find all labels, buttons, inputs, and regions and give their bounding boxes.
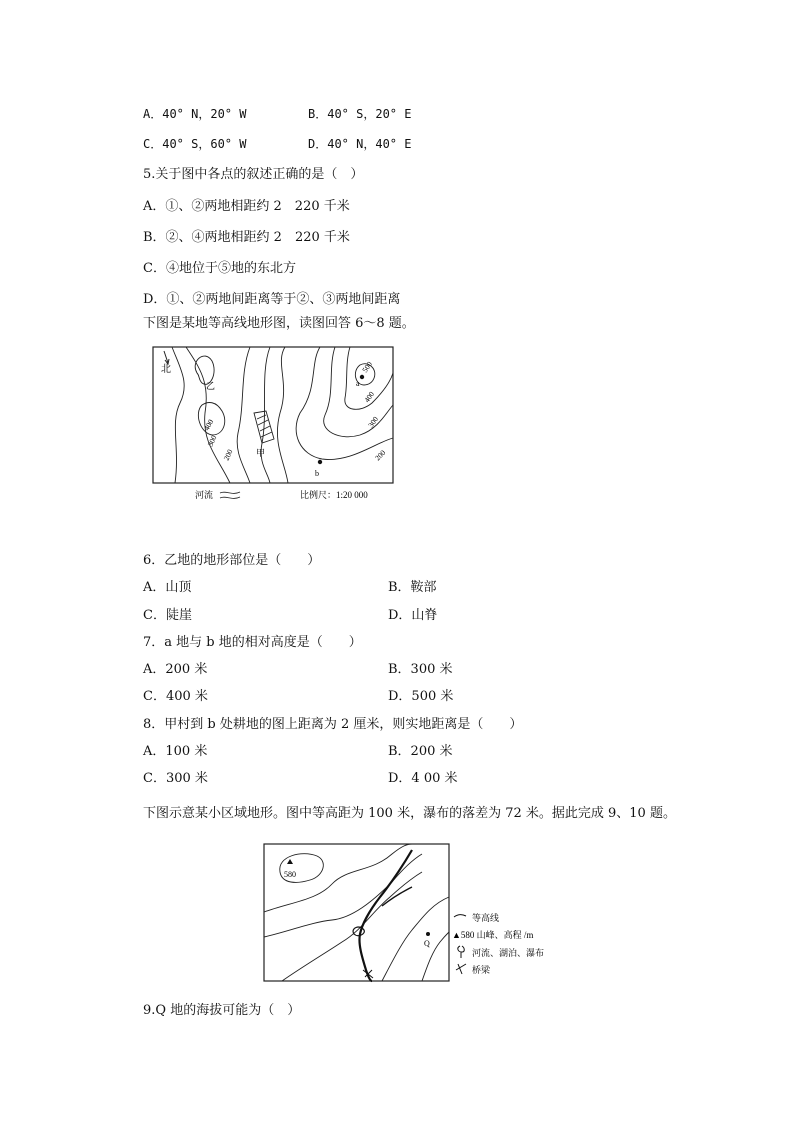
point-b (318, 460, 322, 464)
q7-option-c: C．400 米 (143, 689, 208, 704)
q7-option-a: A．200 米 (143, 662, 208, 677)
q8-option-d: D．4 00 米 (388, 771, 458, 786)
q6-option-c: C．陡崖 (143, 608, 192, 623)
contour-line (198, 403, 224, 435)
contour-label-400-right: 400 (362, 389, 377, 405)
contour-label-500: 500 (360, 359, 375, 375)
q4-option-a: A．40° N，20° W (143, 107, 247, 121)
contour-line (296, 347, 393, 463)
point-q (426, 932, 430, 936)
terrain-map-2 (262, 842, 562, 987)
legend-bridge-icon (456, 964, 466, 974)
contour-line (277, 347, 288, 483)
q4-option-d: D．40° N，40° E (308, 137, 412, 151)
north-label: 北 (161, 364, 171, 375)
legend-bridge-label: 桥梁 (472, 965, 491, 975)
point-a (360, 375, 364, 379)
q7-option-d: D．500 米 (388, 689, 454, 704)
q7-option-b: B．300 米 (388, 662, 453, 677)
contour-line (264, 854, 422, 937)
q8-option-a: A．100 米 (143, 744, 208, 759)
q5-stem: 5.关于图中各点的叙述正确的是（ ） (143, 167, 364, 182)
contour-label-300-right: 300 (366, 414, 381, 430)
peak-icon (287, 859, 293, 864)
river-legend-icon (220, 492, 240, 498)
contour-label-400-left: 400 (201, 417, 216, 432)
contour-label-300-left: 300 (205, 433, 219, 448)
q7-stem: 7．a 地与 b 地的相对高度是（ ） (143, 635, 362, 650)
q6-option-a: A．山顶 (143, 580, 192, 595)
q4-option-c: C．40° S，60° W (143, 137, 247, 151)
q4-option-b: B．40° S，20° E (308, 107, 412, 121)
q8-option-b: B．200 米 (388, 744, 453, 759)
q5-option-d: D．①、②两地间距离等于②、③两地间距离 (143, 292, 401, 307)
intro-9-10: 下图示意某小区域地形。图中等高距为 100 米，瀑布的落差为 72 米。据此完成 9、10 题。 (143, 806, 676, 821)
river (359, 850, 412, 981)
legend-contour-icon (454, 915, 466, 917)
q8-option-c: C．300 米 (143, 771, 208, 786)
contour-label-200-right: 200 (373, 448, 388, 463)
label-yi: 乙 (206, 381, 216, 391)
q9-stem: 9.Q 地的海拔可能为（ ） (143, 1003, 301, 1018)
label-a: a (356, 379, 360, 388)
contour-line (172, 347, 184, 483)
legend-peak-label: ▲580 山峰、高程 /m (452, 930, 534, 940)
q6-option-d: D．山脊 (388, 608, 438, 623)
legend-contour-label: 等高线 (472, 913, 500, 923)
peak-label: 580 (284, 870, 296, 879)
contour-line (237, 347, 250, 483)
q5-option-a: A．①、②两地相距约 2 220 千米 (143, 199, 350, 214)
contour-map-1 (150, 343, 400, 503)
label-b: b (315, 469, 319, 478)
legend-water-label: 河流、湖泊、瀑布 (472, 948, 545, 958)
legend-water-icon (458, 946, 464, 958)
contour-line (382, 897, 449, 981)
q6-option-b: B．鞍部 (388, 580, 437, 595)
q5-option-b: B．②、④两地相距约 2 220 千米 (143, 230, 350, 245)
label-q: Q (424, 939, 430, 948)
contour-line (186, 347, 230, 483)
q8-stem: 8．甲村到 b 处耕地的图上距离为 2 厘米，则实地距离是（ ） (143, 717, 523, 732)
map-frame (264, 844, 449, 981)
q5-option-c: C．④地位于⑤地的东北方 (143, 261, 296, 276)
label-jia: 甲 (256, 448, 266, 458)
scale-label: 比例尺：1:20 000 (300, 490, 368, 500)
river-legend-label: 河流 (195, 490, 214, 500)
contour-label-200-left: 200 (221, 447, 235, 462)
q6-stem: 6．乙地的地形部位是（ ） (143, 553, 321, 568)
intro-6-8: 下图是某地等高线地形图，读图回答 6～8 题。 (143, 316, 415, 331)
